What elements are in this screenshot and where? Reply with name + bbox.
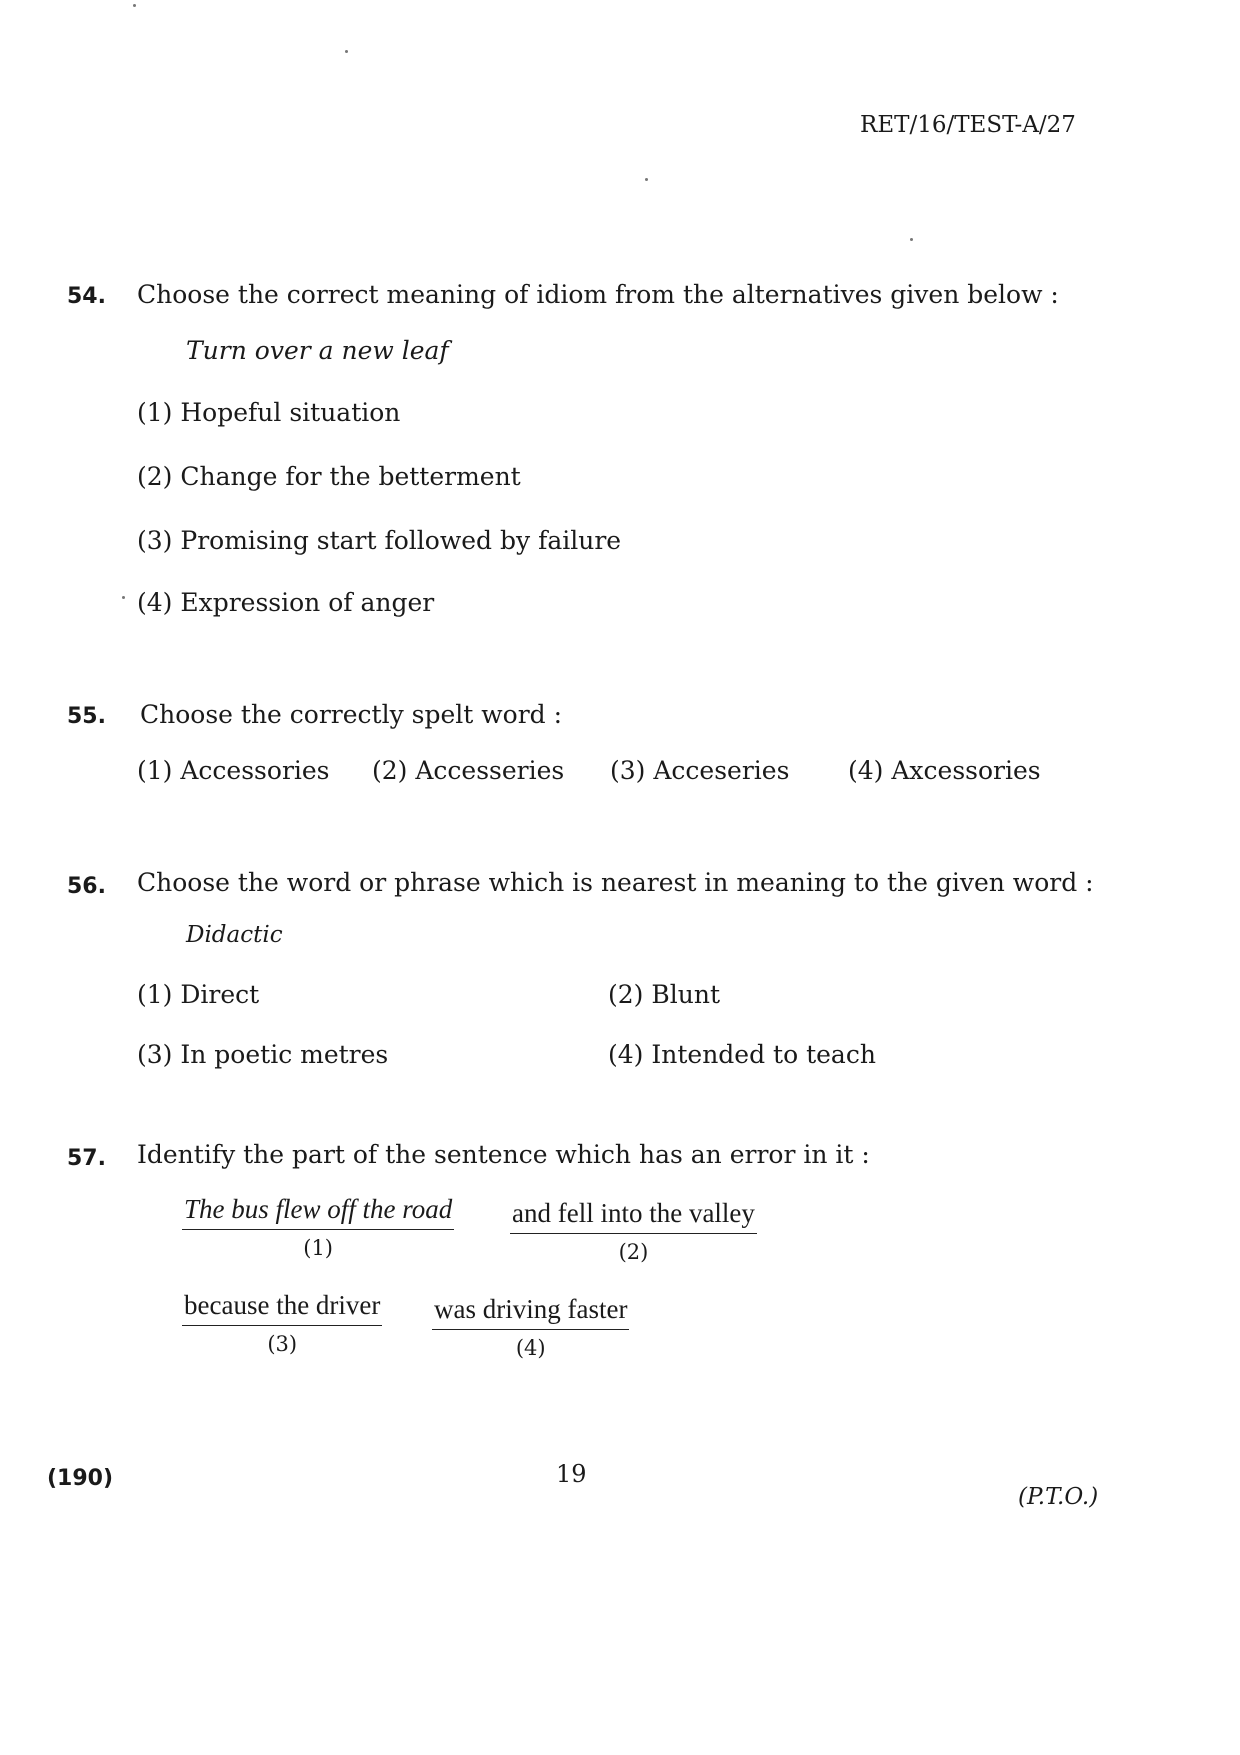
question-stem: Choose the correct meaning of idiom from the alternatives given below : [137,280,1059,309]
segment-text: and fell into the valley [510,1198,757,1234]
option-text: In poetic metres [180,1040,389,1069]
option [137,1040,388,1069]
segment-label: (2) [618,1240,649,1264]
sentence-segment [182,1194,454,1260]
option-text: Accesseries [415,756,565,785]
segment-text: was driving faster [432,1294,629,1330]
option [137,526,621,555]
question-stem: Choose the word or phrase which is nearest in meaning to the given word : [137,868,1094,897]
question-number: 54. [67,284,106,309]
sentence-segment [182,1290,382,1356]
scan-speck [133,4,136,7]
option [608,980,720,1009]
option-label: (1) [137,756,173,785]
footer-code: (190) [47,1466,114,1491]
option [610,756,789,785]
question-number: 55. [67,704,106,729]
option [137,398,400,427]
option-text: Hopeful situation [180,398,401,427]
scan-speck [122,596,125,599]
option-label: (3) [137,526,173,555]
option [137,588,434,617]
scan-speck [910,238,913,241]
sentence-segment [432,1294,629,1360]
option-label: (2) [372,756,408,785]
option-label: (1) [137,398,173,427]
scan-speck [345,50,348,53]
segment-text: The bus flew off the road [182,1194,454,1230]
scan-speck [645,178,648,181]
option-label: (4) [137,588,173,617]
option-label: (2) [608,980,644,1009]
segment-label: (4) [515,1336,546,1360]
option-text: Acceseries [653,756,790,785]
option-text: Intended to teach [651,1040,876,1069]
segment-label: (3) [267,1332,298,1356]
pto-marker: (P.T.O.) [1018,1484,1099,1510]
option-text: Axcessories [891,756,1041,785]
question-stem: Choose the correctly spelt word : [140,700,563,729]
option [137,756,330,785]
option [137,462,521,491]
segment-text: because the driver [182,1290,382,1326]
question-number: 57. [67,1146,106,1171]
option [848,756,1041,785]
option-text: Expression of anger [180,588,435,617]
page-number: 19 [556,1460,587,1488]
option-label: (4) [608,1040,644,1069]
paper-code: RET/16/TEST-A/27 [860,112,1076,138]
idiom-prompt: Turn over a new leaf [186,336,449,365]
option-text: Accessories [180,756,330,785]
option-label: (1) [137,980,173,1009]
option-text: Blunt [651,980,720,1009]
option-text: Promising start followed by failure [180,526,622,555]
option-label: (4) [848,756,884,785]
segment-label: (1) [303,1236,333,1260]
question-stem: Identify the part of the sentence which has an error in it : [137,1140,870,1169]
option-label: (3) [610,756,646,785]
sentence-segment [510,1198,757,1264]
option [372,756,564,785]
option-text: Direct [180,980,260,1009]
question-number: 56. [67,874,106,899]
given-word: Didactic [186,922,283,948]
option [608,1040,876,1069]
option [137,980,259,1009]
option-label: (3) [137,1040,173,1069]
option-label: (2) [137,462,173,491]
option-text: Change for the betterment [180,462,521,491]
